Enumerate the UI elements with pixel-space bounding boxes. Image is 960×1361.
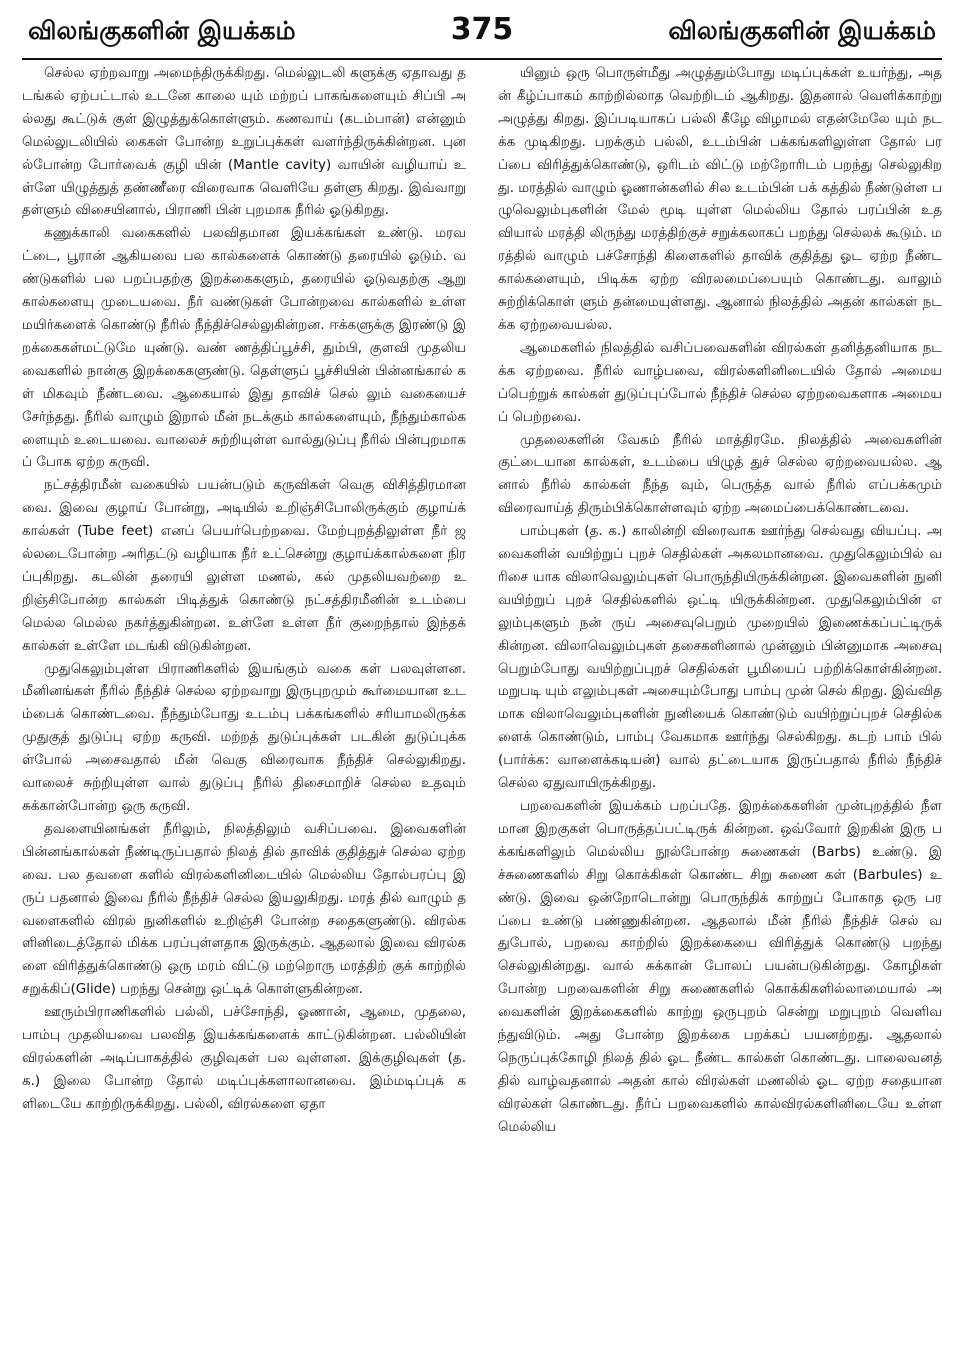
- page-number: 375: [450, 12, 514, 47]
- paragraph: தவளையினங்கள் நீரிலும், நிலத்திலும் வசிப்பவை. இவைகளின் பின்னங்கால்கள் நீண்டிருப்பதால் நிலத் தில் தாவிக் குதித்துச் செல்ல ஏற்றவை. பல தவளை களில் விரல்களினிடையில் மெல்லிய தோல்பரப்பு இருப் பதனால் இவை நீரில் நீந்திச் செல்ல இயலுகிறது. மரத் தில் வாழும் தவளைகளில் விரல் நுனிகளில் உறிஞ்சி போன்ற சதைகளுண்டு. விரல்களினிடைத்தோல் மிக்க பரப்புள்ளதாக இருக்கும். ஆதலால் இவை விரல்களை விரித்துக்கொண்டு ஒரு மரம் விட்டு மற்றொரு மரத்திற் குக் காற்றில் சறுக்கிப்(Glide) பறந்து சென்று ஒட்டிக் கொள்ளுகின்றன.: [22, 820, 466, 998]
- body-columns: [22, 62, 942, 1352]
- paragraph: பறவைகளின் இயக்கம் பறப்பதே. இறக்கைகளின் முன்புறத்தில் நீளமான இறகுகள் பொருத்தப்பட்டிருக் கின்றன. ஒவ்வோர் இறகின் இரு பக்கங்களிலும் மெல்லிய நூல்போன்ற சுணைகள் (Barbs) உண்டு. இச்சுணைகளில் சிறு கொக்கிகள் கொண்ட சிறு சுணை கள் (Barbules) உண்டு. இவை ஒன்றோடொன்று பொருந்திக் காற்றுப் போகாத ஒரு பரப்பை உண்டு பண்ணுகின்றன. ஆதலால் மீன் நீரில் நீந்திச் செல் வதுபோல், பறவை காற்றில் இறக்கையை விரித்துக் கொண்டு பறந்து செல்லுகின்றது. வால் சுக்கான் போலப் பயன்படுகின்றது. கோழிகள் போன்ற பறவைகளின் சிறு சுணைகளில் கொக்கிகளில்லாமையால் அவைகளின் இறக்கைகளில் காற்று ஒருபுறம் சென்று மறுபுறம் வெளிவந்துவிடும். அது போன்ற இறக்கை பறக்கப் பயனற்றது. ஆதலால் நெருப்புக்கோழி நிலத் தில் ஓட நீண்ட கால்கள் கொண்டது. பாலைவனத் தில் வாழ்வதனால் அதன் கால் விரல்கள் மணலில் ஓட ஏற்ற சதையான விரல்கள் கொண்டது. நீர்ப் பறவைகளில் கால்விரல்களினிடையே உள்ள மெல்லிய: [498, 798, 942, 1135]
- page-header: [22, 10, 942, 60]
- paragraph: கணுக்காலி வகைகளில் பலவிதமான இயக்கங்கள் உண்டு. மரவட்டை, பூரான் ஆகியவை பல கால்களைக் கொண்டு தரையில் ஓடும். வண்டுகளில் பல பறப்பதற்கு இறக்கைகளும், தரையில் ஓடுவதற்கு ஆறு கால்களையு முடையவை. நீர் வண்டுகள் போன்றவை கால்களில் உள்ள மயிர்களைக் கொண்டு நீரில் நீந்திச்செல்லுகின்றன. ஈக்களுக்கு இரண்டு இறக்கைகள்மட்டுமே யுண்டு. வண் ணத்திப்பூச்சி, தும்பி, குளவி முதலியவைகளில் நான்கு இறக்கைகளுண்டு. தெள்ளுப் பூச்சியின் பின்னங்கால் கள் மிகவும் நீண்டவை. ஆகையால் இது தாவிச் செல் லும் வகையைச் சேர்ந்தது. நீரில் வாழும் இறால் மீன் நடக்கும் கால்களையும், நீந்தும்கால்களையும் உடையவை. வாலைச் சுற்றியுள்ள வால்துடுப்பு நீரில் பின்புறமாகப் போக ஏற்ற கருவி.: [22, 225, 466, 471]
- paragraph: ஊரும்பிராணிகளில் பல்லி, பச்சோந்தி, ஓணான், ஆமை, முதலை, பாம்பு முதலியவை பலவித இயக்கங்களைக் காட்டுகின்றன. பல்லியின் விரல்களின் அடிப்பாகத்தில் குழிவுகள் பல வுள்ளன. இக்குழிவுகள் (த. க.) இலை போன்ற தோல் மடிப்புக்களாலானவை. இம்மடிப்புக் களிடையே காற்றிருக்கிறது. பல்லி, விரல்களை ஏதா: [22, 1004, 466, 1112]
- left-column: [22, 62, 466, 1352]
- running-title-right: விலங்குகளின் இயக்கம்: [668, 16, 936, 45]
- paragraph: செல்ல ஏற்றவாறு அமைந்திருக்கிறது. மெல்லுடலி களுக்கு ஏதாவது தடங்கல் ஏற்பட்டால் உடனே காலை யும் மற்றப் பாகங்களையும் சிப்பி அல்லது கூட்டுக் குள் இழுத்துக்கொள்ளும். கணவாய் (கடம்பான்) என்னும் மெல்லுடலியில் கைகள் போன்ற உறுப்புக்கள் வளர்ந்திருக்கின்றன. புனல்போன்ற போர்வைக் குழி யின் (Mantle cavity) வாயின் வழியாய் உள்ளே யிழுத்துத் தண்ணீரை விரைவாக வெளியே தள்ளு கிறது. இவ்வாறு தள்ளும் விசையினால், பிராணி பின் புறமாக நீரில் ஓடுகிறது.: [22, 65, 466, 219]
- paragraph: பாம்புகள் (த. க.) காலின்றி விரைவாக ஊர்ந்து செல்வது வியப்பு. அவைகளின் வயிற்றுப் புறச் செதில்கள் அகலமானவை. முதுகெலும்பில் வரிசை யாக விலாவெலும்புகள் பொருந்தியிருக்கின்றன. இவைகளின் நுனி வயிற்றுப் புறச் செதில்களில் ஒட்டி யிருக்கின்றன. முதுகெலும்பின் எலும்புகளும் நன் ருய் அசைவுபெறும் முறையில் இணைக்கப்பட்டிருக் கின்றன. விலாவெலும்புகள் தசைகளினால் முன்னும் பின்னுமாக அசைவு பெறும்போது வயிற்றுப்புறச் செதில்கள் பூமியைப் பற்றிக்கொள்கின்றன. மறுபடி யும் எலும்புகள் அசையும்போது பாம்பு முன் செல் கிறது. இவ்விதமாக விலாவெலும்புகளின் நுனியைக் கொண்டும் வயிற்றுப்புறச் செதில்களைக் கொண்டும், பாம்பு வேகமாக ஊர்ந்து செல்கிறது. கடற் பாம் பில் (பார்க்க: வாளைக்கடியன்) வால் தட்டையாக இருப்பதால் நீரில் நீந்திச் செல்ல ஏதுவாயிருக்கிறது.: [498, 523, 942, 792]
- paragraph: நட்சத்திரமீன் வகையில் பயன்படும் கருவிகள் வெகு விசித்திரமானவை. இவை குழாய் போன்று, அடியில் உறிஞ்சிபோலிருக்கும் குழாய்க் கால்கள் (Tube feet) எனப் பெயர்பெற்றவை. மேற்புறத்திலுள்ள நீர் ஜல்லடைபோன்ற அரிதட்டு வழியாக நீர் உட்சென்று குழாய்க்கால்களை நிரப்புகிறது. கடலின் தரையி லுள்ள மணல், கல் முதலியவற்றை உறிஞ்சிபோன்ற கால்கள் பிடித்துக் கொண்டு நட்சத்திரமீனின் உடம்பை மெல்ல மெல்ல நகர்த்துகின்றன. உள்ளே உள்ள நீர் குறைந்தால் இந்தக் கால்கள் உள்ளே மடங்கி விடுகின்றன.: [22, 477, 466, 654]
- paragraph: யினும் ஒரு பொருள்மீது அழுத்தும்போது மடிப்புக்கள் உயர்ந்து, அதன் கீழ்ப்பாகம் காற்றில்லாத வெற்றிடம் ஆகிறது. இதனால் வெளிக்காற்று அழுத்து கிறது. இப்படியாகப் பல்லி கீழே விழாமல் எதன்மேலே யும் நடக்க முடிகிறது. பறக்கும் பல்லி, உடம்பின் பக்கங்களிலுள்ள தோல் பரப்பை விரித்துக்கொண்டு, ஒரிடம் விட்டு மற்றோரிடம் பறந்து செல்லுகிறது. மரத்தில் வாழும் ஓணான்களில் சில உடம்பின் பக் கத்தில் நீண்டுள்ள பழுவெலும்புகளின் மேல் மூடி யுள்ள மெல்லிய தோல் பரப்பின் உதவியால் மரத்தி லிருந்து மரத்திற்குச் சறுக்கலாகப் பறந்து செல்லக் கூடும். மரத்தில் வாழும் பச்சோந்தி கிளைகளில் தாவிக் குதித்து ஓட ஏற்ற நீண்ட கால்களையும், பிடிக்க ஏற்ற விரலமைப்பையும் கொண்டது. வாலும் சுற்றிக்கொள் ளும் தன்மையுள்ளது. ஆனால் நிலத்தில் அதன் கால்கள் நடக்க ஏற்றவையல்ல.: [498, 65, 942, 333]
- running-title-left: விலங்குகளின் இயக்கம்: [28, 16, 296, 45]
- right-column: [498, 62, 942, 1352]
- paragraph: ஆமைகளில் நிலத்தில் வசிப்பவைகளின் விரல்கள் தனித்தனியாக நடக்க ஏற்றவை. நீரில் வாழ்பவை, விரல்களினிடையில் தோல் அமையப்பெற்றுக் கால்கள் துடுப்புப்போல் நீந்திச் செல்ல ஏற்றவைகளாக அமையப் பெற்றவை.: [498, 339, 942, 425]
- paragraph: முதுகெலும்புள்ள பிராணிகளில் இயங்கும் வகை கள் பலவுள்ளன. மீனினங்கள் நீரில் நீந்திச் செல்ல ஏற்றவாறு இருபுறமும் கூர்மையான உடம்பைக் கொண்டவை. நீந்தும்போது உடம்பு பக்கங்களில் சரியாமலிருக்க முதுகுத் துடுப்பு ஏற்ற கருவி. மற்றத் துடுப்புக்கள் படகின் துடுப்புக்கள்போல் அசைவதால் மீன் வெகு விரைவாக நீந்திச் செல்லுகிறது. வாலைச் சுற்றியுள்ள வால் துடுப்பு நீரில் திசைமாறிச் செல்ல உதவும் சுக்கான்போன்ற ஒரு கருவி.: [22, 660, 466, 814]
- paragraph: முதலைகளின் வேகம் நீரில் மாத்திரமே. நிலத்தில் அவைகளின் குட்டையான கால்கள், உடம்பை யிழுத் துச் செல்ல ஏற்றவையல்ல. ஆனால் நீரில் கால்கள் நீந்த வும், பெருத்த வால் நீரில் எப்பக்கமும் விரைவாய்த் திரும்பிக்கொள்ளவும் ஏற்ற அமைப்பைக்கொண்டவை.: [498, 431, 942, 517]
